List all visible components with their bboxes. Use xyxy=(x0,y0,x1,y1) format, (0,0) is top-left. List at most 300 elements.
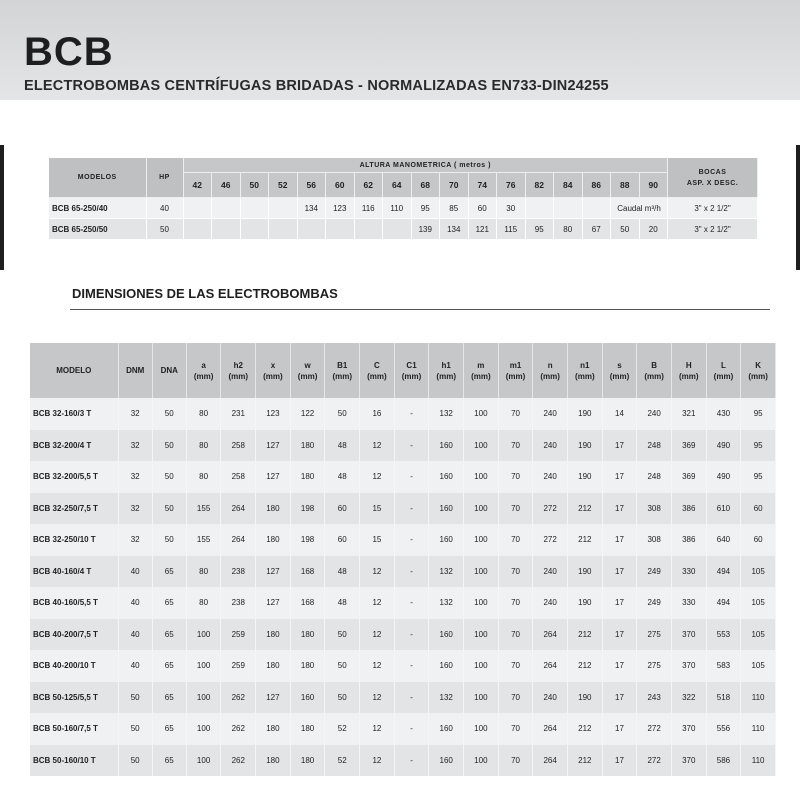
model-name: BCB 50-160/10 T xyxy=(30,745,118,777)
dimension-value: - xyxy=(394,493,429,525)
dimension-value: 264 xyxy=(533,650,568,682)
dimension-value: 100 xyxy=(186,745,221,777)
dimension-value: 65 xyxy=(152,713,186,745)
dimension-value: 70 xyxy=(498,682,533,714)
dimension-value: 52 xyxy=(325,745,360,777)
dimension-value: 50 xyxy=(118,745,152,777)
dimension-value: 70 xyxy=(498,587,533,619)
dimension-value: 190 xyxy=(568,398,603,430)
dimension-value: 70 xyxy=(498,430,533,462)
dimension-value: 16 xyxy=(360,398,395,430)
dimension-row xyxy=(30,524,776,556)
flow-value: 20 xyxy=(639,219,668,240)
dimension-value: 17 xyxy=(602,493,637,525)
dimension-value: 127 xyxy=(256,461,291,493)
dimension-value: 180 xyxy=(290,745,325,777)
hp-value: 50 xyxy=(146,219,183,240)
dimension-value: 259 xyxy=(221,619,256,651)
dimension-value: 248 xyxy=(637,461,672,493)
dimension-value: 272 xyxy=(637,745,672,777)
dimension-value: 553 xyxy=(706,619,741,651)
dimension-value: 40 xyxy=(118,650,152,682)
dimension-value: 100 xyxy=(464,493,499,525)
dimension-value: 40 xyxy=(118,619,152,651)
dimension-value: 168 xyxy=(290,587,325,619)
dimension-value: 430 xyxy=(706,398,741,430)
header-height-64: 64 xyxy=(383,173,412,198)
dimension-row xyxy=(30,745,776,777)
header-label: K xyxy=(755,360,762,370)
dimension-value: 231 xyxy=(221,398,256,430)
dimension-value: 127 xyxy=(256,556,291,588)
header-label: h1 xyxy=(441,360,451,370)
dimension-value: 386 xyxy=(671,493,706,525)
dimension-value: 238 xyxy=(221,587,256,619)
dimension-value: 180 xyxy=(290,713,325,745)
model-name: BCB 32-200/4 T xyxy=(30,430,118,462)
flow-value: 134 xyxy=(297,198,326,219)
header-height-46: 46 xyxy=(212,173,241,198)
dimension-value: 556 xyxy=(706,713,741,745)
dimension-row xyxy=(30,682,776,714)
dimension-value: 48 xyxy=(325,587,360,619)
header-dnm xyxy=(118,343,152,398)
dimension-value: 100 xyxy=(464,461,499,493)
flow-value xyxy=(183,198,212,219)
dimension-value: 50 xyxy=(152,430,186,462)
dimension-value: 308 xyxy=(637,493,672,525)
dimension-value: 160 xyxy=(429,650,464,682)
dimension-value: 180 xyxy=(290,619,325,651)
dimension-value: 369 xyxy=(671,461,706,493)
dimension-value: 52 xyxy=(325,713,360,745)
model-name: BCB 32-250/10 T xyxy=(30,524,118,556)
dimension-value: 180 xyxy=(256,713,291,745)
dimension-value: - xyxy=(394,430,429,462)
header-unit: (mm) xyxy=(193,371,214,381)
dimension-value: 105 xyxy=(741,650,776,682)
model-name: BCB 32-250/7,5 T xyxy=(30,493,118,525)
model-name: BCB 65-250/50 xyxy=(49,219,146,240)
header-label: DNA xyxy=(160,366,178,375)
flow-value: 95 xyxy=(411,198,440,219)
dimension-value: 105 xyxy=(741,619,776,651)
header-height-84: 84 xyxy=(554,173,583,198)
dimension-value: 586 xyxy=(706,745,741,777)
dimension-value: 32 xyxy=(118,430,152,462)
dimension-value: 105 xyxy=(741,556,776,588)
dimension-row xyxy=(30,587,776,619)
header-unit: (mm) xyxy=(401,371,422,381)
performance-row xyxy=(49,198,758,219)
dimension-value: 100 xyxy=(464,556,499,588)
dimension-value: 17 xyxy=(602,524,637,556)
header-hp: HP xyxy=(146,158,183,198)
dimension-value: 259 xyxy=(221,650,256,682)
header-b xyxy=(637,343,672,398)
dimension-value: 12 xyxy=(360,461,395,493)
dimension-value: 330 xyxy=(671,587,706,619)
dimension-value: 240 xyxy=(533,682,568,714)
dimension-value: 65 xyxy=(152,745,186,777)
dimension-value: 212 xyxy=(568,493,603,525)
left-edge-marker xyxy=(0,145,4,270)
dimension-value: 127 xyxy=(256,682,291,714)
dimension-value: 40 xyxy=(118,556,152,588)
flow-value: 121 xyxy=(468,219,497,240)
header-label: n1 xyxy=(580,360,590,370)
dimension-value: 321 xyxy=(671,398,706,430)
dimension-value: 240 xyxy=(637,398,672,430)
dimension-value: 212 xyxy=(568,619,603,651)
dimension-value: 110 xyxy=(741,713,776,745)
section-title-dimensions: DIMENSIONES DE LAS ELECTROBOMBAS xyxy=(72,286,338,301)
dimension-value: 50 xyxy=(152,493,186,525)
header-height-50: 50 xyxy=(240,173,269,198)
dimension-row xyxy=(30,493,776,525)
header-label: MODELO xyxy=(56,366,92,375)
header-n1 xyxy=(568,343,603,398)
header-label: w xyxy=(304,360,311,370)
dimension-value: 17 xyxy=(602,745,637,777)
dimension-value: 258 xyxy=(221,430,256,462)
dimension-value: 70 xyxy=(498,556,533,588)
header-w xyxy=(290,343,325,398)
dimension-value: 95 xyxy=(741,461,776,493)
dimension-value: 240 xyxy=(533,461,568,493)
dimension-value: 50 xyxy=(118,713,152,745)
header-unit: (mm) xyxy=(332,371,353,381)
dimension-value: 12 xyxy=(360,619,395,651)
dimension-value: 610 xyxy=(706,493,741,525)
dimension-value: 110 xyxy=(741,682,776,714)
header-label: a xyxy=(201,360,206,370)
dimension-value: 122 xyxy=(290,398,325,430)
flow-value: 80 xyxy=(554,219,583,240)
dimension-row xyxy=(30,650,776,682)
flow-value: 85 xyxy=(440,198,469,219)
dimension-value: 160 xyxy=(429,430,464,462)
dimension-value: 12 xyxy=(360,682,395,714)
header-label: n xyxy=(547,360,553,370)
flow-value xyxy=(269,219,298,240)
dimension-value: - xyxy=(394,556,429,588)
model-name: BCB 50-160/7,5 T xyxy=(30,713,118,745)
dimension-value: 272 xyxy=(637,713,672,745)
dimension-value: 160 xyxy=(290,682,325,714)
dimension-value: 243 xyxy=(637,682,672,714)
header-height-42: 42 xyxy=(183,173,212,198)
header-unit: (mm) xyxy=(540,371,560,381)
dimension-value: 494 xyxy=(706,556,741,588)
right-edge-marker xyxy=(796,145,800,270)
dimension-value: 95 xyxy=(741,398,776,430)
dimension-value: 12 xyxy=(360,650,395,682)
dimension-value: 60 xyxy=(741,493,776,525)
flow-value: 95 xyxy=(525,219,554,240)
dimension-value: 50 xyxy=(152,398,186,430)
dimension-value: 12 xyxy=(360,745,395,777)
dimension-value: 370 xyxy=(671,745,706,777)
dimension-value: 80 xyxy=(186,461,221,493)
dimension-value: 60 xyxy=(325,524,360,556)
dimension-value: - xyxy=(394,650,429,682)
dimension-row xyxy=(30,461,776,493)
dimension-value: 110 xyxy=(741,745,776,777)
header-label: h2 xyxy=(233,360,243,370)
header-unit: (mm) xyxy=(505,371,526,381)
dimension-value: 370 xyxy=(671,713,706,745)
header-unit: (mm) xyxy=(263,371,283,381)
dimension-value: 583 xyxy=(706,650,741,682)
dimension-row xyxy=(30,398,776,430)
dimension-value: 180 xyxy=(256,745,291,777)
dimension-value: 60 xyxy=(325,493,360,525)
performance-row xyxy=(49,219,758,240)
header-h xyxy=(671,343,706,398)
dimension-value: 65 xyxy=(152,650,186,682)
dimension-row xyxy=(30,556,776,588)
dimension-value: 100 xyxy=(186,713,221,745)
header-unit: (mm) xyxy=(609,371,630,381)
dimension-value: 160 xyxy=(429,461,464,493)
model-name: BCB 32-200/5,5 T xyxy=(30,461,118,493)
header-a xyxy=(186,343,221,398)
dimension-value: 212 xyxy=(568,650,603,682)
dimension-value: 100 xyxy=(464,587,499,619)
dimension-value: 15 xyxy=(360,524,395,556)
dimension-value: 240 xyxy=(533,398,568,430)
header-altura-manometrica: ALTURA MANOMETRICA ( metros ) xyxy=(183,158,668,173)
dimension-value: 70 xyxy=(498,619,533,651)
header-l xyxy=(706,343,741,398)
dimension-value: 132 xyxy=(429,398,464,430)
dimension-value: 70 xyxy=(498,745,533,777)
header-m xyxy=(464,343,499,398)
dimension-value: 275 xyxy=(637,619,672,651)
header-unit: (mm) xyxy=(228,371,249,381)
dimension-value: 50 xyxy=(325,398,360,430)
dimension-value: 262 xyxy=(221,713,256,745)
performance-table xyxy=(49,158,758,240)
dimension-value: 190 xyxy=(568,682,603,714)
dimension-value: 12 xyxy=(360,587,395,619)
dimension-value: 518 xyxy=(706,682,741,714)
dimension-value: 12 xyxy=(360,713,395,745)
dimension-value: 272 xyxy=(533,493,568,525)
header-s xyxy=(602,343,637,398)
dimension-value: 322 xyxy=(671,682,706,714)
dimension-value: 70 xyxy=(498,493,533,525)
model-name: BCB 40-200/10 T xyxy=(30,650,118,682)
dimension-value: 80 xyxy=(186,587,221,619)
flow-value xyxy=(582,198,611,219)
dimension-value: 168 xyxy=(290,556,325,588)
header-unit: (mm) xyxy=(436,371,456,381)
model-name: BCB 32-160/3 T xyxy=(30,398,118,430)
caudal-label: Caudal m³/h xyxy=(611,198,668,219)
dimension-value: 17 xyxy=(602,556,637,588)
dimension-value: 190 xyxy=(568,556,603,588)
header-height-74: 74 xyxy=(468,173,497,198)
dimension-value: 100 xyxy=(186,619,221,651)
flow-value: 139 xyxy=(411,219,440,240)
header-height-68: 68 xyxy=(411,173,440,198)
header-b1 xyxy=(325,343,360,398)
dimension-value: 50 xyxy=(325,650,360,682)
header-m1 xyxy=(498,343,533,398)
header-label: L xyxy=(721,360,726,370)
dimension-value: 190 xyxy=(568,587,603,619)
dimension-value: 160 xyxy=(429,619,464,651)
dimension-value: 155 xyxy=(186,524,221,556)
flow-value: 116 xyxy=(354,198,383,219)
flow-value xyxy=(297,219,326,240)
dimension-value: 105 xyxy=(741,587,776,619)
dimension-value: 50 xyxy=(325,682,360,714)
header-height-88: 88 xyxy=(611,173,640,198)
dimension-value: 70 xyxy=(498,713,533,745)
dimension-value: 50 xyxy=(152,524,186,556)
header-label: m1 xyxy=(509,360,522,370)
dimension-value: 70 xyxy=(498,524,533,556)
hp-value: 40 xyxy=(146,198,183,219)
flow-value xyxy=(554,198,583,219)
dimension-value: - xyxy=(394,682,429,714)
section-divider xyxy=(70,309,770,310)
dimension-value: 100 xyxy=(464,713,499,745)
dimension-value: 264 xyxy=(221,493,256,525)
flow-value xyxy=(383,219,412,240)
dimension-value: 275 xyxy=(637,650,672,682)
header-label: H xyxy=(685,360,692,370)
header-unit: (mm) xyxy=(713,371,734,381)
header-bocas: BOCAS ASP. X DESC. xyxy=(668,158,758,198)
dimension-value: 370 xyxy=(671,619,706,651)
dimension-value: 160 xyxy=(429,524,464,556)
flow-value: 123 xyxy=(326,198,355,219)
dimension-value: 65 xyxy=(152,619,186,651)
dimension-value: 127 xyxy=(256,587,291,619)
dimension-value: 65 xyxy=(152,556,186,588)
dimension-value: 50 xyxy=(118,682,152,714)
dimension-value: 100 xyxy=(464,430,499,462)
flow-value xyxy=(240,219,269,240)
header-unit: (mm) xyxy=(297,371,318,381)
header-h2 xyxy=(221,343,256,398)
dimension-value: 369 xyxy=(671,430,706,462)
dimension-value: 212 xyxy=(568,524,603,556)
dimension-value: 12 xyxy=(360,430,395,462)
flow-value xyxy=(354,219,383,240)
dimension-value: - xyxy=(394,713,429,745)
header-height-60: 60 xyxy=(326,173,355,198)
dimension-value: 32 xyxy=(118,493,152,525)
flow-value: 60 xyxy=(468,198,497,219)
header-height-76: 76 xyxy=(497,173,526,198)
dimension-value: 12 xyxy=(360,556,395,588)
dimension-value: 50 xyxy=(325,619,360,651)
dimension-value: 155 xyxy=(186,493,221,525)
header-height-82: 82 xyxy=(525,173,554,198)
model-name: BCB 40-160/4 T xyxy=(30,556,118,588)
page-subtitle: ELECTROBOMBAS CENTRÍFUGAS BRIDADAS - NORMALIZADAS EN733-DIN24255 xyxy=(24,78,609,94)
dimension-value: 70 xyxy=(498,398,533,430)
dimension-value: 17 xyxy=(602,650,637,682)
flow-value: 30 xyxy=(497,198,526,219)
dimension-value: 100 xyxy=(186,650,221,682)
dimension-value: 262 xyxy=(221,682,256,714)
dimension-value: 32 xyxy=(118,524,152,556)
dimension-value: 48 xyxy=(325,461,360,493)
flow-value: 115 xyxy=(497,219,526,240)
dimension-row xyxy=(30,430,776,462)
flow-value: 134 xyxy=(440,219,469,240)
header-label: C xyxy=(374,360,380,370)
dimension-value: 490 xyxy=(706,461,741,493)
dimension-value: 180 xyxy=(290,430,325,462)
dimension-value: 180 xyxy=(256,493,291,525)
dimension-value: 264 xyxy=(221,524,256,556)
dimension-value: 65 xyxy=(152,587,186,619)
dimension-value: 100 xyxy=(464,650,499,682)
dimension-value: 95 xyxy=(741,430,776,462)
dimension-value: 132 xyxy=(429,556,464,588)
header-c1 xyxy=(394,343,429,398)
dimension-value: 240 xyxy=(533,587,568,619)
dimension-value: - xyxy=(394,745,429,777)
dimension-value: - xyxy=(394,398,429,430)
header-label: B xyxy=(651,360,658,370)
header-unit: (mm) xyxy=(644,371,664,381)
dimension-value: 180 xyxy=(256,619,291,651)
dimension-value: 262 xyxy=(221,745,256,777)
flow-value xyxy=(212,219,241,240)
header-dna xyxy=(152,343,186,398)
dimension-value: 70 xyxy=(498,461,533,493)
bocas-value: 3" x 2 1/2" xyxy=(668,219,758,240)
dimension-value: 240 xyxy=(533,430,568,462)
dimension-value: 490 xyxy=(706,430,741,462)
flow-value: 50 xyxy=(611,219,640,240)
dimension-value: 180 xyxy=(256,524,291,556)
model-name: BCB 40-200/7,5 T xyxy=(30,619,118,651)
dimension-value: - xyxy=(394,461,429,493)
dimension-value: 160 xyxy=(429,493,464,525)
header-height-70: 70 xyxy=(440,173,469,198)
dimension-value: 160 xyxy=(429,713,464,745)
header-label: B1 xyxy=(337,360,348,370)
dimension-value: 17 xyxy=(602,682,637,714)
flow-value xyxy=(240,198,269,219)
dimensions-table xyxy=(30,343,776,776)
dimension-value: 198 xyxy=(290,493,325,525)
dimension-value: 308 xyxy=(637,524,672,556)
header-label: x xyxy=(270,360,276,370)
header-label: m xyxy=(477,360,485,370)
dimension-value: 32 xyxy=(118,398,152,430)
header-x xyxy=(256,343,291,398)
header-height-90: 90 xyxy=(639,173,668,198)
dimension-value: - xyxy=(394,587,429,619)
dimension-value: 17 xyxy=(602,587,637,619)
dimension-value: 264 xyxy=(533,619,568,651)
dimension-value: 264 xyxy=(533,745,568,777)
dimension-value: 132 xyxy=(429,587,464,619)
header-h1 xyxy=(429,343,464,398)
dimension-value: 60 xyxy=(741,524,776,556)
dimension-value: 65 xyxy=(152,682,186,714)
